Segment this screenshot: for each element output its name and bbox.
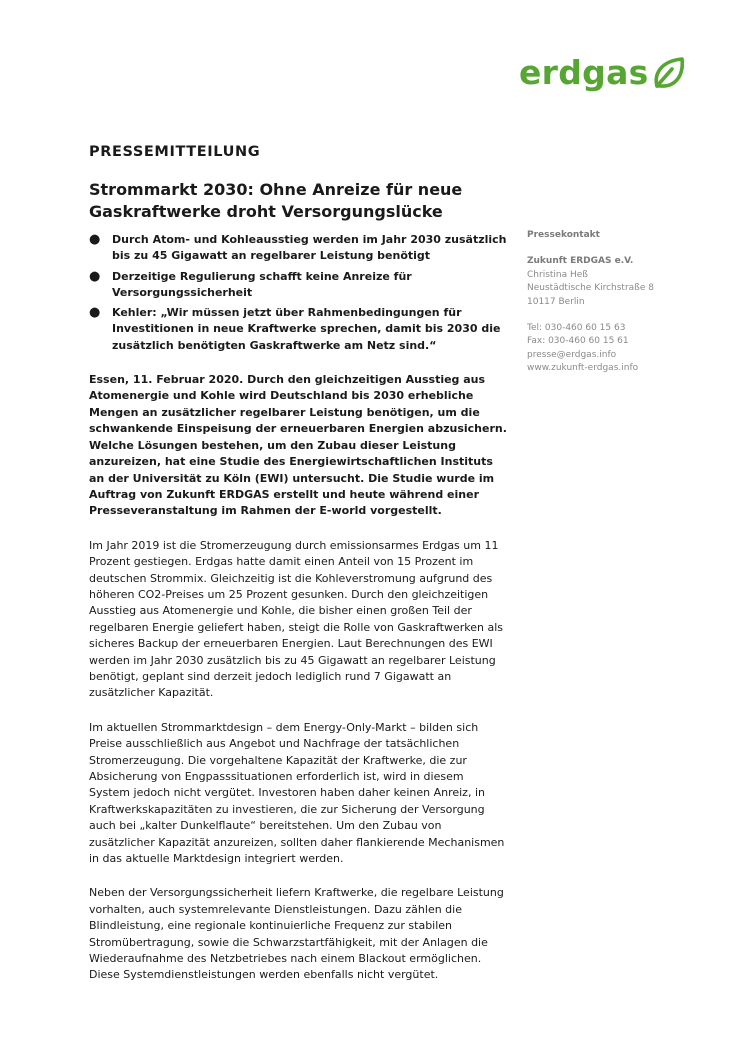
- leaf-icon: [652, 55, 686, 91]
- headline: Strommarkt 2030: Ohne Anreize für neue Gaskraftwerke droht Versorgungslücke: [89, 180, 463, 221]
- body-paragraph: Im Jahr 2019 ist die Stromerzeugung durch emissionsarmes Erdgas um 11 Prozent gestiegen. Erdgas hatte damit einen Anteil von 15 Prozent im deutschen Strommix. Gleichzeitig ist die Kohleverstromung aufgrund des höheren CO2-Preises um 25 Prozent gesunken. Durch den gleichzeitigen Ausstieg aus Atomenergie und Kohle, die bisher einen großen Teil der regelbaren Energie geliefert haben, steigt die Rolle von Gaskraftwerken als sicheres Backup der erneuerbaren Energien. Laut Berechnungen des EWI werden im Jahr 2030 zusätzlich bis zu 45 Gigawatt an regelbarer Leistung benötigt, geplant sind derzeit jedoch lediglich rund 7 Gigawatt an zusätzlicher Kapazität.: [89, 538, 504, 700]
- erdgas-logo: [519, 50, 686, 94]
- key-point-text: Derzeitige Regulierung schafft keine Anreize für Versorgungssicherheit: [112, 269, 412, 299]
- kicker-label: PRESSEMITTEILUNG: [89, 144, 261, 160]
- contact-street: Neustädtische Kirchstraße 8: [527, 283, 654, 294]
- logo-wordmark: erdgas: [519, 52, 649, 92]
- bullet-icon: ●: [89, 305, 101, 321]
- contact-name: Christina Heß: [527, 269, 588, 280]
- contact-city: 10117 Berlin: [527, 296, 585, 307]
- contact-fax: Fax: 030-460 60 15 61: [527, 336, 629, 347]
- key-point-text: Durch Atom- und Kohleausstieg werden im Jahr 2030 zusätzlich bis zu 45 Gigawatt an regelbarer Leistung benötigt: [112, 233, 507, 263]
- key-point: [89, 269, 507, 302]
- contact-organization: Zukunft ERDGAS e.V.: [527, 256, 634, 267]
- bullet-icon: ●: [89, 232, 101, 247]
- key-point: [89, 305, 507, 354]
- lead-paragraph: Essen, 11. Februar 2020. Durch den gleichzeitigen Ausstieg aus Atomenergie und Kohle wird Deutschland bis 2030 erhebliche Mengen an zusätzlicher regelbarer Leistung benötigen, um die schwankende Einspeisung der erneuerbaren Energien abzusichern. Welche Lösungen bestehen, um den Zubau dieser Leistung anzureizen, hat eine Studie des Energiewirtschaftlichen Instituts an der Universität zu Köln (EWI) untersucht. Die Studie wurde im Auftrag von Zukunft ERDGAS erstellt und heute während einer Presseveranstaltung im Rahmen der E-world vorgestellt.: [89, 373, 507, 518]
- press-contact-label: Pressekontakt: [527, 230, 600, 240]
- bullet-icon: ●: [89, 268, 101, 284]
- contact-phone: Tel: 030-460 60 15 63: [527, 323, 626, 334]
- body-paragraph: Neben der Versorgungssicherheit liefern Kraftwerke, die regelbare Leistung vorhalten, auch systemrelevante Dienstleistungen. Dazu zählen die Blindleistung, eine regionale kontinuierliche Frequenz zur stabilen Stromübertragung, sowie die Schwarzstartfähigkeit, mit der Anlagen die Wiederaufnahme des Netzbetriebes nach einem Blackout ermöglichen. Diese Systemdienstleistungen werden ebenfalls nicht vergütet.: [89, 886, 504, 982]
- key-point: [89, 232, 507, 265]
- press-release-body: [89, 144, 507, 1002]
- body-paragraph: Im aktuellen Strommarktdesign – dem Energy-Only-Markt – bilden sich Preise ausschließlich aus Angebot und Nachfrage der tatsächlichen Stromerzeugung. Die vorgehaltene Kapazität der Kraftwerke, die zur Absicherung von Engpasssituationen erforderlich ist, wird in diesem System jedoch nicht vergütet. Investoren haben daher keinen Anreiz, in Kraftwerkskapazitäten zu investieren, die zur Sicherung der Versorgung auch bei „kalter Dunkelflaute“ bereitstehen. Um den Zubau von zusätzlicher Kapazität anzureizen, sollten daher flankierende Mechanismen in das aktuelle Marktdesign integriert werden.: [89, 720, 505, 866]
- key-point-text: Kehler: „Wir müssen jetzt über Rahmenbedingungen für Investitionen in neue Kraftwerke sprechen, damit bis 2030 die zusätzlich benötigten Gaskraftwerke am Netz sind.“: [112, 306, 501, 352]
- press-contact-sidebar: [527, 229, 727, 376]
- key-points-list: [89, 232, 507, 354]
- contact-email: presse@erdgas.info: [527, 349, 617, 360]
- contact-website: www.zukunft-erdgas.info: [527, 363, 639, 374]
